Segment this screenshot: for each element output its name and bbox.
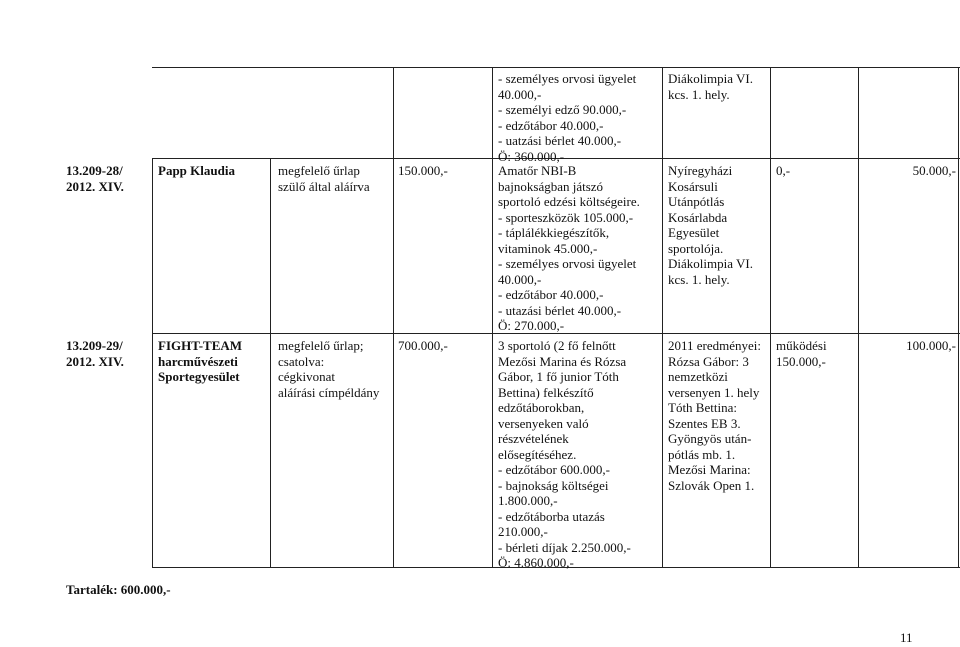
page-number: 11: [900, 630, 913, 645]
col-line-1: [152, 158, 153, 567]
row29-other: működési 150.000,-: [776, 338, 827, 369]
col-line-4: [492, 67, 493, 567]
col-line-3: [393, 67, 394, 567]
row28-form: megfelelő űrlap szülő által aláírva: [278, 163, 370, 194]
row29-requested: 700.000,-: [398, 338, 448, 353]
row28-granted: 50.000,-: [912, 163, 956, 178]
row28-id: 13.209-28/ 2012. XIV.: [66, 163, 124, 194]
row28-results: Nyíregyházi Kosársuli Utánpótlás Kosárlabda Egyesület sportolója. Diákolimpia VI. kcs. 1. hely.: [668, 163, 753, 287]
row29-name: FIGHT-TEAM harcművészeti Sportegyesület: [158, 338, 243, 384]
reserve-total: Tartalék: 600.000,-: [66, 582, 171, 597]
prev-row-purpose: - személyes orvosi ügyelet 40.000,- - személyi edző 90.000,- - edzőtábor 40.000,- - uatzási bérlet 40.000,- Ö: 360.000,-: [498, 71, 637, 164]
row28-purpose: Amatőr NBI-B bajnokságban játszó sportoló edzési költségeire. - sporteszközök 105.000,- - táplálékkiegészítők, vitaminok 45.000,- - személyes orvosi ügyelet 40.000,- - edzőtábor 40.000,- - utazási bérlet 40.000,- Ö: 270.000,-: [498, 163, 640, 333]
row29-id: 13.209-29/ 2012. XIV.: [66, 338, 124, 369]
row28-name: Papp Klaudia: [158, 163, 235, 178]
row28-other: 0,-: [776, 163, 791, 178]
row29-granted: 100.000,-: [906, 338, 956, 353]
col-line-6: [770, 67, 771, 567]
col-line-2: [270, 158, 271, 567]
col-line-7: [858, 67, 859, 567]
col-line-5: [662, 67, 663, 567]
prev-row-results: Diákolimpia VI. kcs. 1. hely.: [668, 71, 753, 102]
row29-form: megfelelő űrlap; csatolva: cégkivonat aláírási címpéldány: [278, 338, 380, 400]
col-line-8: [958, 67, 959, 567]
row29-purpose: 3 sportoló (2 fő felnőtt Mezősi Marina és Rózsa Gábor, 1 fő junior Tóth Bettina) felkészítő edzőtáborokban, versenyeken való részvételének elősegítéséhez. - edzőtábor 600.000,- - bajnokság költségei 1.800.000,- - edzőtáborba utazás 210.000,- - bérleti díjak 2.250.000,- Ö: 4.860.000,-: [498, 338, 631, 570]
row29-results: 2011 eredményei: Rózsa Gábor: 3 nemzetközi versenyen 1. hely Tóth Bettina: Szentes EB 3. Gyöngyös után- pótlás mb. 1. Mezősi Marina: Szlovák Open 1.: [668, 338, 762, 493]
row-divider-top: [152, 67, 960, 68]
row28-requested: 150.000,-: [398, 163, 448, 178]
